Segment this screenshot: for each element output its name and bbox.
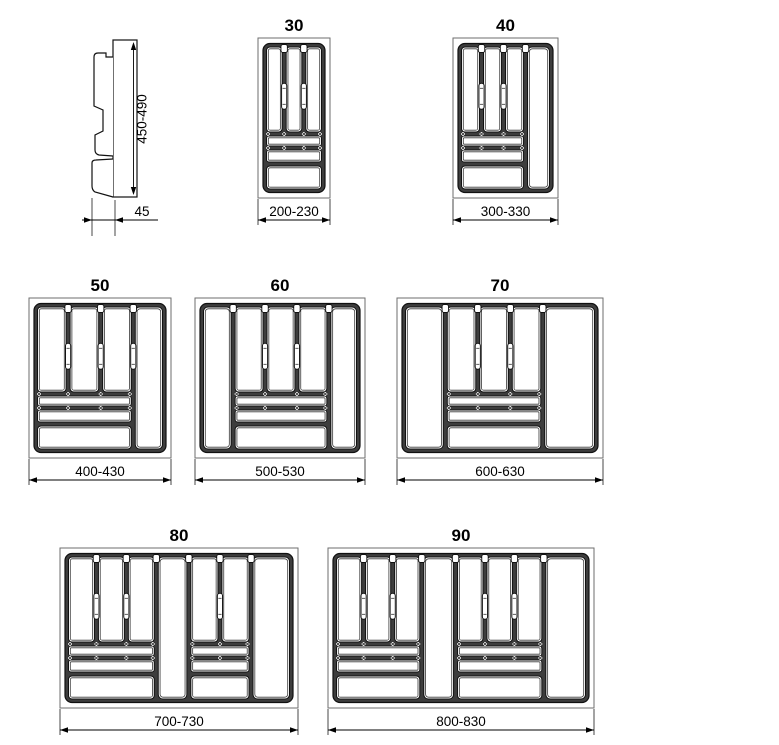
compartment (191, 676, 249, 699)
tray-70-size-label: 70 (490, 276, 510, 295)
tray-30-group (258, 16, 330, 225)
tray-60-group (195, 276, 365, 485)
divider-finger-slot (94, 593, 99, 619)
tray-70-width-label: 600-630 (475, 464, 525, 479)
tray-70-group (397, 276, 603, 485)
dimension-arrowhead (290, 727, 298, 732)
compartment (103, 307, 132, 392)
dimension-arrowhead (258, 217, 266, 222)
compartment (70, 307, 99, 392)
dimension-arrowhead (595, 477, 603, 482)
compartment (516, 557, 541, 642)
dimension-arrowhead (586, 727, 594, 732)
dimension-arrowhead (550, 217, 558, 222)
tray-40-width-label: 300-330 (480, 204, 531, 219)
divider-top-cap (389, 555, 395, 563)
divider-finger-slot (282, 83, 287, 109)
compartment (487, 557, 512, 642)
tray-40-size-label: 40 (496, 16, 515, 35)
compartment (299, 307, 327, 392)
divider-finger-slot (217, 593, 222, 619)
dimension-arrowhead (60, 727, 68, 732)
divider-top-cap (281, 45, 287, 53)
compartment (458, 557, 483, 642)
divider-top-cap (442, 305, 448, 313)
compartment (69, 557, 95, 642)
compartment (267, 47, 283, 132)
compartment (424, 557, 454, 699)
tray-50-size-label: 50 (90, 276, 110, 295)
divider-top-cap (482, 555, 488, 563)
divider-top-cap (419, 555, 425, 563)
divider-top-cap (130, 305, 136, 313)
divider-finger-slot (301, 83, 306, 109)
divider-top-cap (360, 555, 366, 563)
compartment (462, 166, 524, 189)
compartment (267, 166, 322, 189)
divider-finger-slot (479, 83, 484, 109)
dimension-arrowhead (397, 477, 405, 482)
divider-top-cap (541, 555, 547, 563)
compartment (406, 307, 444, 449)
divider-top-cap (153, 555, 159, 563)
divider-top-cap (522, 45, 528, 53)
divider-finger-slot (262, 343, 267, 369)
divider-top-cap (478, 45, 484, 53)
divider-top-cap (500, 45, 506, 53)
compartment (98, 557, 124, 642)
divider-top-cap (326, 305, 332, 313)
divider-finger-slot (98, 343, 103, 369)
tray-60-size-label: 60 (270, 276, 290, 295)
divider-top-cap (93, 555, 99, 563)
divider-finger-slot (131, 343, 136, 369)
divider-top-cap (452, 555, 458, 563)
compartment (135, 307, 162, 449)
compartment (337, 557, 362, 642)
dimension-arrowhead (357, 477, 365, 482)
tray-40-group (453, 16, 558, 225)
compartment (462, 47, 480, 132)
dimension-arrowhead (328, 727, 336, 732)
compartment (306, 47, 322, 132)
compartment (69, 676, 155, 699)
divider-finger-slot (294, 343, 299, 369)
compartment (546, 557, 586, 699)
divider-finger-slot (482, 593, 487, 619)
tray-50-group (29, 276, 171, 485)
tray-30-width-label: 200-230 (269, 204, 319, 219)
compartment (480, 307, 508, 392)
divider-top-cap (230, 305, 236, 313)
compartment (447, 307, 475, 392)
compartment (447, 426, 540, 449)
divider-finger-slot (124, 593, 129, 619)
compartment (128, 557, 154, 642)
compartment (512, 307, 540, 392)
tray-90-group (328, 526, 594, 735)
compartment (458, 676, 542, 699)
divider-finger-slot (361, 593, 366, 619)
divider-finger-slot (512, 593, 517, 619)
divider-top-cap (262, 305, 268, 313)
divider-top-cap (294, 305, 300, 313)
compartment (506, 47, 524, 132)
compartment (528, 47, 550, 189)
compartment (484, 47, 502, 132)
tray-80-width-label: 700-730 (154, 714, 204, 729)
divider-top-cap (217, 555, 223, 563)
tray-80-size-label: 80 (169, 526, 189, 545)
divider-top-cap (475, 305, 481, 313)
tray-50-width-label: 400-430 (75, 464, 125, 479)
compartment (331, 307, 357, 449)
compartment (286, 47, 302, 132)
compartment (222, 557, 249, 642)
compartment (158, 557, 187, 699)
divider-finger-slot (65, 343, 70, 369)
tray-90-width-label: 800-830 (436, 714, 486, 729)
compartment (191, 557, 218, 642)
height-dimension-label: 450-490 (134, 94, 150, 144)
divider-top-cap (97, 305, 103, 313)
compartment (38, 307, 67, 392)
compartment (337, 676, 420, 699)
side-view-group (82, 40, 158, 236)
tray-80-group (60, 526, 298, 735)
divider-top-cap (186, 555, 192, 563)
dimension-arrowhead (195, 477, 203, 482)
compartment (235, 307, 263, 392)
compartment (366, 557, 391, 642)
tray-30-size-label: 30 (284, 16, 304, 35)
dimension-arrowhead (29, 477, 37, 482)
tray-90-size-label: 90 (451, 526, 471, 545)
divider-finger-slot (508, 343, 513, 369)
divider-finger-slot (475, 343, 480, 369)
divider-finger-slot (390, 593, 395, 619)
dimension-arrowhead (322, 217, 330, 222)
dimension-arrowhead (453, 217, 461, 222)
compartment (38, 426, 132, 449)
tray-profile-drawing (92, 53, 113, 197)
divider-top-cap (123, 555, 129, 563)
divider-top-cap (301, 45, 307, 53)
dimension-arrowhead (84, 217, 92, 222)
depth-dimension-label: 45 (134, 204, 150, 219)
compartment (267, 307, 295, 392)
compartment (395, 557, 420, 642)
divider-top-cap (507, 305, 513, 313)
compartment (204, 307, 232, 449)
divider-top-cap (65, 305, 71, 313)
compartment (235, 426, 327, 449)
divider-top-cap (248, 555, 254, 563)
compartment (545, 307, 595, 449)
divider-top-cap (511, 555, 517, 563)
dimension-arrowhead (163, 477, 171, 482)
tray-60-width-label: 500-530 (255, 464, 305, 479)
divider-finger-slot (501, 83, 506, 109)
divider-top-cap (540, 305, 546, 313)
dimension-arrowhead (115, 217, 123, 222)
compartment (253, 557, 289, 699)
